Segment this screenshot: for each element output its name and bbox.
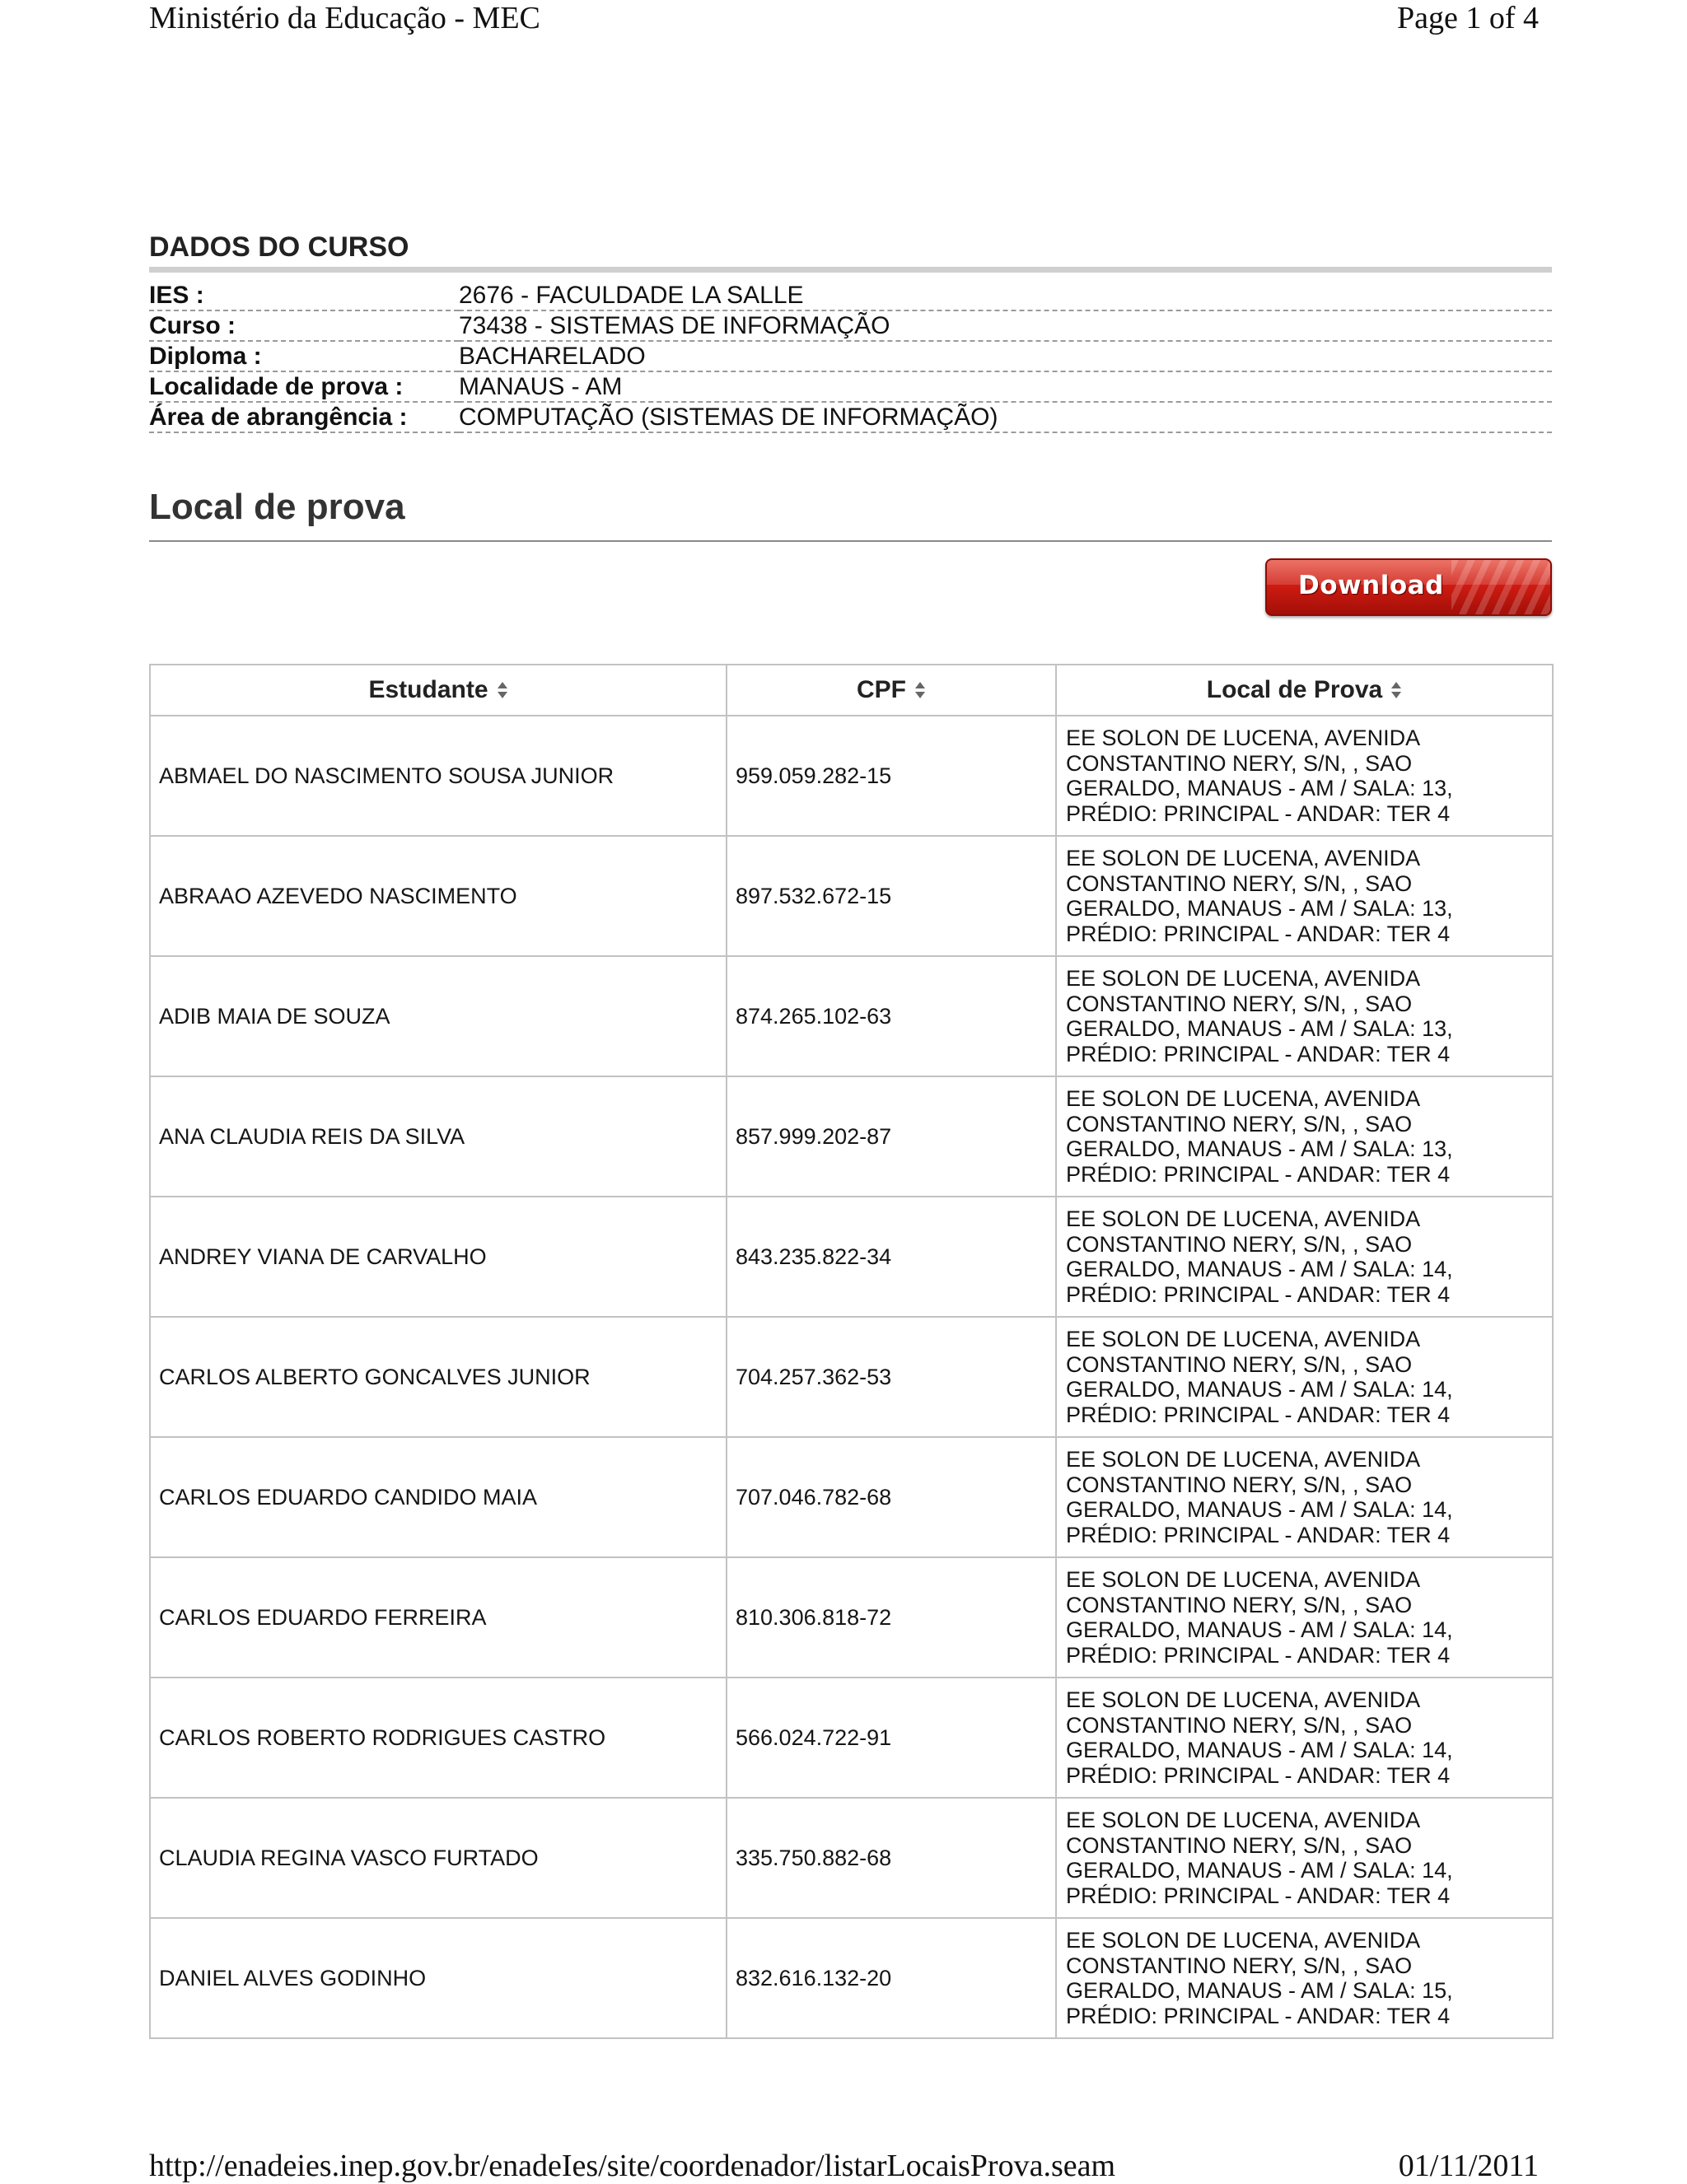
cell-local-de-prova (1056, 836, 1553, 956)
local-line: CONSTANTINO NERY, S/N, , SAO (1066, 1832, 1413, 1858)
local-line: GERALDO, MANAUS - AM / SALA: 13, (1066, 896, 1453, 921)
local-line: PRÉDIO: PRINCIPAL - ANDAR: TER 4 (1066, 1281, 1451, 1307)
cell-estudante: DANIEL ALVES GODINHO (150, 1918, 727, 2038)
cell-cpf: 897.532.672-15 (727, 836, 1056, 956)
main-content (149, 231, 1552, 2039)
cell-local-de-prova (1056, 1678, 1553, 1798)
info-value: COMPUTAÇÃO (SISTEMAS DE INFORMAÇÃO) (459, 402, 1552, 432)
info-row (149, 402, 1552, 432)
table-row (150, 1197, 1553, 1317)
table-header-row (150, 665, 1553, 716)
download-row (149, 542, 1552, 664)
local-line: EE SOLON DE LUCENA, AVENIDA (1066, 1687, 1421, 1712)
section-title-dados-do-curso: DADOS DO CURSO (149, 231, 1552, 273)
local-line: CONSTANTINO NERY, S/N, , SAO (1066, 1111, 1413, 1136)
local-line: GERALDO, MANAUS - AM / SALA: 14, (1066, 1858, 1453, 1883)
table-row (150, 1557, 1553, 1678)
cell-estudante: CLAUDIA REGINA VASCO FURTADO (150, 1798, 727, 1918)
local-line: EE SOLON DE LUCENA, AVENIDA (1066, 726, 1421, 750)
table-row (150, 1678, 1553, 1798)
local-line: CONSTANTINO NERY, S/N, , SAO (1066, 1472, 1413, 1497)
local-line: EE SOLON DE LUCENA, AVENIDA (1066, 1928, 1421, 1953)
local-line: EE SOLON DE LUCENA, AVENIDA (1066, 966, 1421, 991)
local-line: EE SOLON DE LUCENA, AVENIDA (1066, 1808, 1421, 1832)
cell-estudante: CARLOS ALBERTO GONCALVES JUNIOR (150, 1317, 727, 1437)
cell-cpf: 832.616.132-20 (727, 1918, 1056, 2038)
local-line: CONSTANTINO NERY, S/N, , SAO (1066, 991, 1413, 1016)
cell-estudante: CARLOS EDUARDO CANDIDO MAIA (150, 1437, 727, 1557)
course-info-table (149, 281, 1552, 433)
cell-local-de-prova (1056, 1557, 1553, 1678)
cell-cpf: 707.046.782-68 (727, 1437, 1056, 1557)
info-row (149, 341, 1552, 371)
print-header-page: Page 1 of 4 (1396, 1, 1539, 35)
info-value: BACHARELADO (459, 341, 1552, 371)
local-line: EE SOLON DE LUCENA, AVENIDA (1066, 846, 1421, 870)
cell-cpf: 843.235.822-34 (727, 1197, 1056, 1317)
cell-cpf: 566.024.722-91 (727, 1678, 1056, 1798)
cell-estudante: CARLOS ROBERTO RODRIGUES CASTRO (150, 1678, 727, 1798)
cell-local-de-prova (1056, 1918, 1553, 2038)
sort-icon (497, 681, 508, 699)
cell-cpf: 335.750.882-68 (727, 1798, 1056, 1918)
local-line: CONSTANTINO NERY, S/N, , SAO (1066, 1592, 1413, 1617)
info-label: Localidade de prova : (149, 371, 459, 402)
cell-local-de-prova (1056, 1197, 1553, 1317)
cell-cpf: 810.306.818-72 (727, 1557, 1056, 1678)
info-label: IES : (149, 281, 459, 310)
local-line: GERALDO, MANAUS - AM / SALA: 13, (1066, 1016, 1453, 1041)
table-row (150, 1798, 1553, 1918)
info-label: Área de abrangência : (149, 402, 459, 432)
info-value: 2676 - FACULDADE LA SALLE (459, 281, 1552, 310)
students-table (149, 664, 1554, 2039)
table-row (150, 1437, 1553, 1557)
info-label: Diploma : (149, 341, 459, 371)
local-line: PRÉDIO: PRINCIPAL - ANDAR: TER 4 (1066, 800, 1451, 826)
local-line: GERALDO, MANAUS - AM / SALA: 13, (1066, 1136, 1453, 1161)
local-line: PRÉDIO: PRINCIPAL - ANDAR: TER 4 (1066, 1161, 1451, 1187)
column-header-label: Estudante (368, 676, 488, 703)
table-row (150, 836, 1553, 956)
cell-local-de-prova (1056, 716, 1553, 836)
column-header-label: CPF (857, 676, 906, 703)
local-line: GERALDO, MANAUS - AM / SALA: 14, (1066, 1617, 1453, 1642)
local-line: PRÉDIO: PRINCIPAL - ANDAR: TER 4 (1066, 1642, 1451, 1668)
cell-local-de-prova (1056, 1317, 1553, 1437)
local-line: CONSTANTINO NERY, S/N, , SAO (1066, 1953, 1413, 1978)
column-header-label: Local de Prova (1206, 676, 1383, 703)
cell-estudante: ADIB MAIA DE SOUZA (150, 956, 727, 1076)
sort-icon (1390, 681, 1402, 699)
cell-local-de-prova (1056, 1798, 1553, 1918)
local-line: EE SOLON DE LUCENA, AVENIDA (1066, 1567, 1421, 1592)
column-header-estudante[interactable] (150, 665, 727, 716)
table-row (150, 1918, 1553, 2038)
cell-estudante: CARLOS EDUARDO FERREIRA (150, 1557, 727, 1678)
local-line: CONSTANTINO NERY, S/N, , SAO (1066, 750, 1413, 776)
local-line: CONSTANTINO NERY, S/N, , SAO (1066, 1231, 1413, 1257)
table-row (150, 716, 1553, 836)
info-row (149, 310, 1552, 341)
local-line: EE SOLON DE LUCENA, AVENIDA (1066, 1206, 1421, 1231)
cell-cpf: 874.265.102-63 (727, 956, 1056, 1076)
sort-icon (914, 681, 926, 699)
download-button-label: Download (1298, 571, 1444, 600)
button-stripes (1451, 560, 1550, 614)
local-line: GERALDO, MANAUS - AM / SALA: 14, (1066, 1257, 1453, 1281)
table-row (150, 1076, 1553, 1197)
local-line: GERALDO, MANAUS - AM / SALA: 13, (1066, 776, 1453, 800)
info-row (149, 371, 1552, 402)
cell-estudante: ANA CLAUDIA REIS DA SILVA (150, 1076, 727, 1197)
print-footer-url: http://enadeies.inep.gov.br/enadeIes/site/coordenador/listarLocaisProva.seam (149, 2149, 1116, 2183)
cell-cpf: 857.999.202-87 (727, 1076, 1056, 1197)
column-header-cpf[interactable] (727, 665, 1056, 716)
local-line: CONSTANTINO NERY, S/N, , SAO (1066, 1351, 1413, 1377)
info-value: 73438 - SISTEMAS DE INFORMAÇÃO (459, 310, 1552, 341)
print-footer-date: 01/11/2011 (1398, 2149, 1539, 2183)
local-line: EE SOLON DE LUCENA, AVENIDA (1066, 1447, 1421, 1472)
info-label: Curso : (149, 310, 459, 341)
download-button[interactable] (1265, 558, 1552, 616)
local-line: PRÉDIO: PRINCIPAL - ANDAR: TER 4 (1066, 1762, 1451, 1788)
cell-estudante: ANDREY VIANA DE CARVALHO (150, 1197, 727, 1317)
local-line: PRÉDIO: PRINCIPAL - ANDAR: TER 4 (1066, 1402, 1451, 1427)
cell-cpf: 704.257.362-53 (727, 1317, 1056, 1437)
local-line: EE SOLON DE LUCENA, AVENIDA (1066, 1086, 1421, 1111)
cell-local-de-prova (1056, 1437, 1553, 1557)
cell-cpf: 959.059.282-15 (727, 716, 1056, 836)
local-line: PRÉDIO: PRINCIPAL - ANDAR: TER 4 (1066, 2003, 1451, 2028)
local-line: CONSTANTINO NERY, S/N, , SAO (1066, 870, 1413, 896)
local-line: GERALDO, MANAUS - AM / SALA: 15, (1066, 1978, 1453, 2003)
local-line: GERALDO, MANAUS - AM / SALA: 14, (1066, 1377, 1453, 1402)
local-line: CONSTANTINO NERY, S/N, , SAO (1066, 1712, 1413, 1738)
local-line: PRÉDIO: PRINCIPAL - ANDAR: TER 4 (1066, 1041, 1451, 1066)
table-row (150, 1317, 1553, 1437)
table-row (150, 956, 1553, 1076)
cell-estudante: ABRAAO AZEVEDO NASCIMENTO (150, 836, 727, 956)
print-header-title: Ministério da Educação - MEC (149, 1, 540, 35)
column-header-local-de-prova[interactable] (1056, 665, 1553, 716)
local-line: PRÉDIO: PRINCIPAL - ANDAR: TER 4 (1066, 1883, 1451, 1908)
info-row (149, 281, 1552, 310)
info-value: MANAUS - AM (459, 371, 1552, 402)
cell-estudante: ABMAEL DO NASCIMENTO SOUSA JUNIOR (150, 716, 727, 836)
section-title-local-de-prova: Local de prova (149, 486, 1552, 542)
cell-local-de-prova (1056, 1076, 1553, 1197)
local-line: GERALDO, MANAUS - AM / SALA: 14, (1066, 1497, 1453, 1522)
cell-local-de-prova (1056, 956, 1553, 1076)
local-line: PRÉDIO: PRINCIPAL - ANDAR: TER 4 (1066, 1522, 1451, 1547)
local-line: EE SOLON DE LUCENA, AVENIDA (1066, 1327, 1421, 1351)
local-line: PRÉDIO: PRINCIPAL - ANDAR: TER 4 (1066, 921, 1451, 946)
local-line: GERALDO, MANAUS - AM / SALA: 14, (1066, 1738, 1453, 1762)
